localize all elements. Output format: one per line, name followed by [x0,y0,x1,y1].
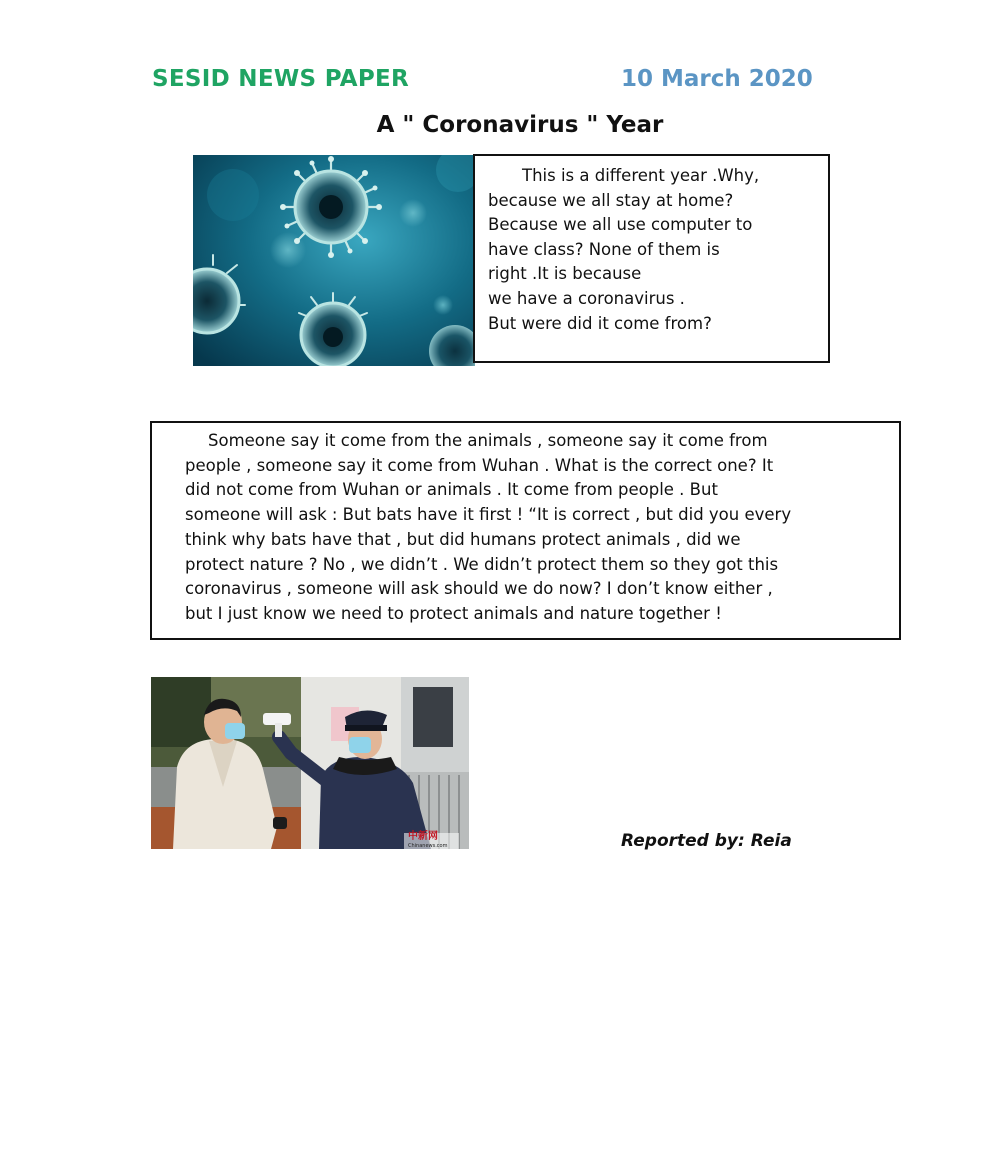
intro-line: we have a coronavirus . [488,288,685,308]
intro-line: Because we all use computer to [488,215,753,235]
publication-date: 10 March 2020 [621,66,813,92]
watermark-logo: 中新网 [408,831,438,842]
temperature-check-photo [151,677,469,849]
intro-line: right .It is because [488,264,642,284]
intro-line: because we all stay at home? [488,190,734,210]
body-line: people , someone say it come from Wuhan . What is the correct one? It [185,455,774,475]
watermark-site: Chinanews.com [408,843,448,849]
body-line: think why bats have that , but did humans protect animals , did we [185,529,741,549]
intro-line: But were did it come from? [488,313,712,333]
body-line: but I just know we need to protect animals and nature together ! [185,603,722,623]
body-line: protect nature ? No , we didn’t . We didn’t protect them so they got this [185,554,779,574]
body-line: coronavirus , someone will ask should we do now? I don’t know either , [185,579,773,599]
paper-name: SESID NEWS PAPER [152,66,410,92]
body-text-box [150,421,901,640]
intro-text-box [473,154,830,363]
reported-by: Reported by: Reia [621,831,792,851]
body-line: Someone say it come from the animals , someone say it come from [208,431,768,450]
body-line: did not come from Wuhan or animals . It come from people . But [185,480,718,500]
coronavirus-image [193,155,475,366]
intro-line: have class? None of them is [488,239,720,259]
headline: A " Coronavirus " Year [376,112,664,138]
intro-line: This is a different year .Why, [522,166,760,185]
body-line: someone will ask : But bats have it first ! “It is correct , but did you every [185,505,792,525]
